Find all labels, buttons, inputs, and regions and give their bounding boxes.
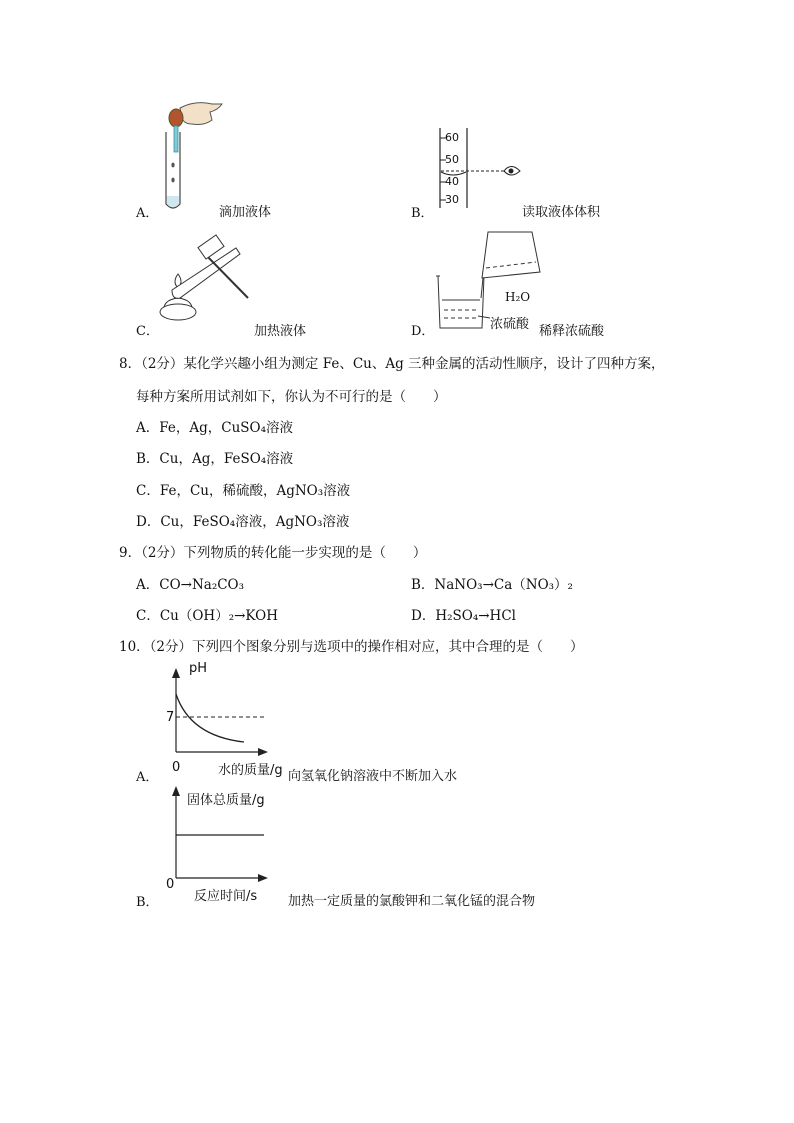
question-stem: 8．（2分）某化学兴趣小组为测定 Fe、Cu、Ag 三种金属的活动性顺序，设计了四种方案， [119,356,665,372]
scale-label: 50 [445,153,459,166]
option-d: D．Cu，FeSO₄溶液，AgNO₃溶液 [136,514,350,530]
origin-label: 0 [172,760,181,775]
option-a: A．CO→Na₂CO₃ [136,577,245,593]
option-letter: B． [411,206,434,221]
option-caption: 加热一定质量的氯酸钾和二氧化锰的混合物 [288,894,536,909]
option-a: A．Fe，Ag，CuSO₄溶液 [136,420,294,436]
option-c: C．Fe，Cu，稀硫酸，AgNO₃溶液 [136,483,351,499]
scale-label: 30 [445,193,459,206]
option-letter: A． [136,206,159,221]
question-stem: 10．（2分）下列四个图象分别与选项中的操作相对应，其中合理的是（ ） [119,639,584,655]
option-b: B．Cu，Ag，FeSO₄溶液 [136,451,294,467]
question-stem-continued: 每种方案所用试剂如下，你认为不可行的是（ ） [136,389,447,405]
option-caption: 滴加液体 [219,205,272,220]
x-axis-arrow [258,874,268,882]
question-stem: 9．（2分）下列物质的转化能一步实现的是（ ） [119,545,427,561]
scale-label: 40 [445,175,459,188]
y-axis-arrow [172,786,180,796]
option-caption: 稀释浓硫酸 [539,324,605,339]
x-axis-label: 反应时间/s [194,889,258,904]
water-label: H₂O [505,290,531,304]
option-letter: A． [136,770,159,785]
option-c: C．Cu（OH）₂→KOH [136,608,278,624]
option-letter: C． [136,324,159,339]
option-letter: B． [136,895,159,910]
option-caption: 向氢氧化钠溶液中不断加入水 [288,769,458,784]
x-axis-label: 水的质量/g [218,763,283,778]
option-caption: 加热液体 [254,324,307,339]
scale-label: 60 [445,131,459,144]
tick-label: 7 [166,710,175,725]
origin-label: 0 [166,877,175,892]
y-axis-label: 固体总质量/g [187,793,265,808]
option-caption: 读取液体体积 [522,205,601,220]
y-axis-label: pH [189,661,208,676]
option-d: D．H₂SO₄→HCl [411,608,516,624]
option-b: B．NaNO₃→Ca（NO₃）₂ [411,577,573,593]
acid-label: 浓硫酸 [490,317,530,332]
option-letter: D． [411,324,435,339]
